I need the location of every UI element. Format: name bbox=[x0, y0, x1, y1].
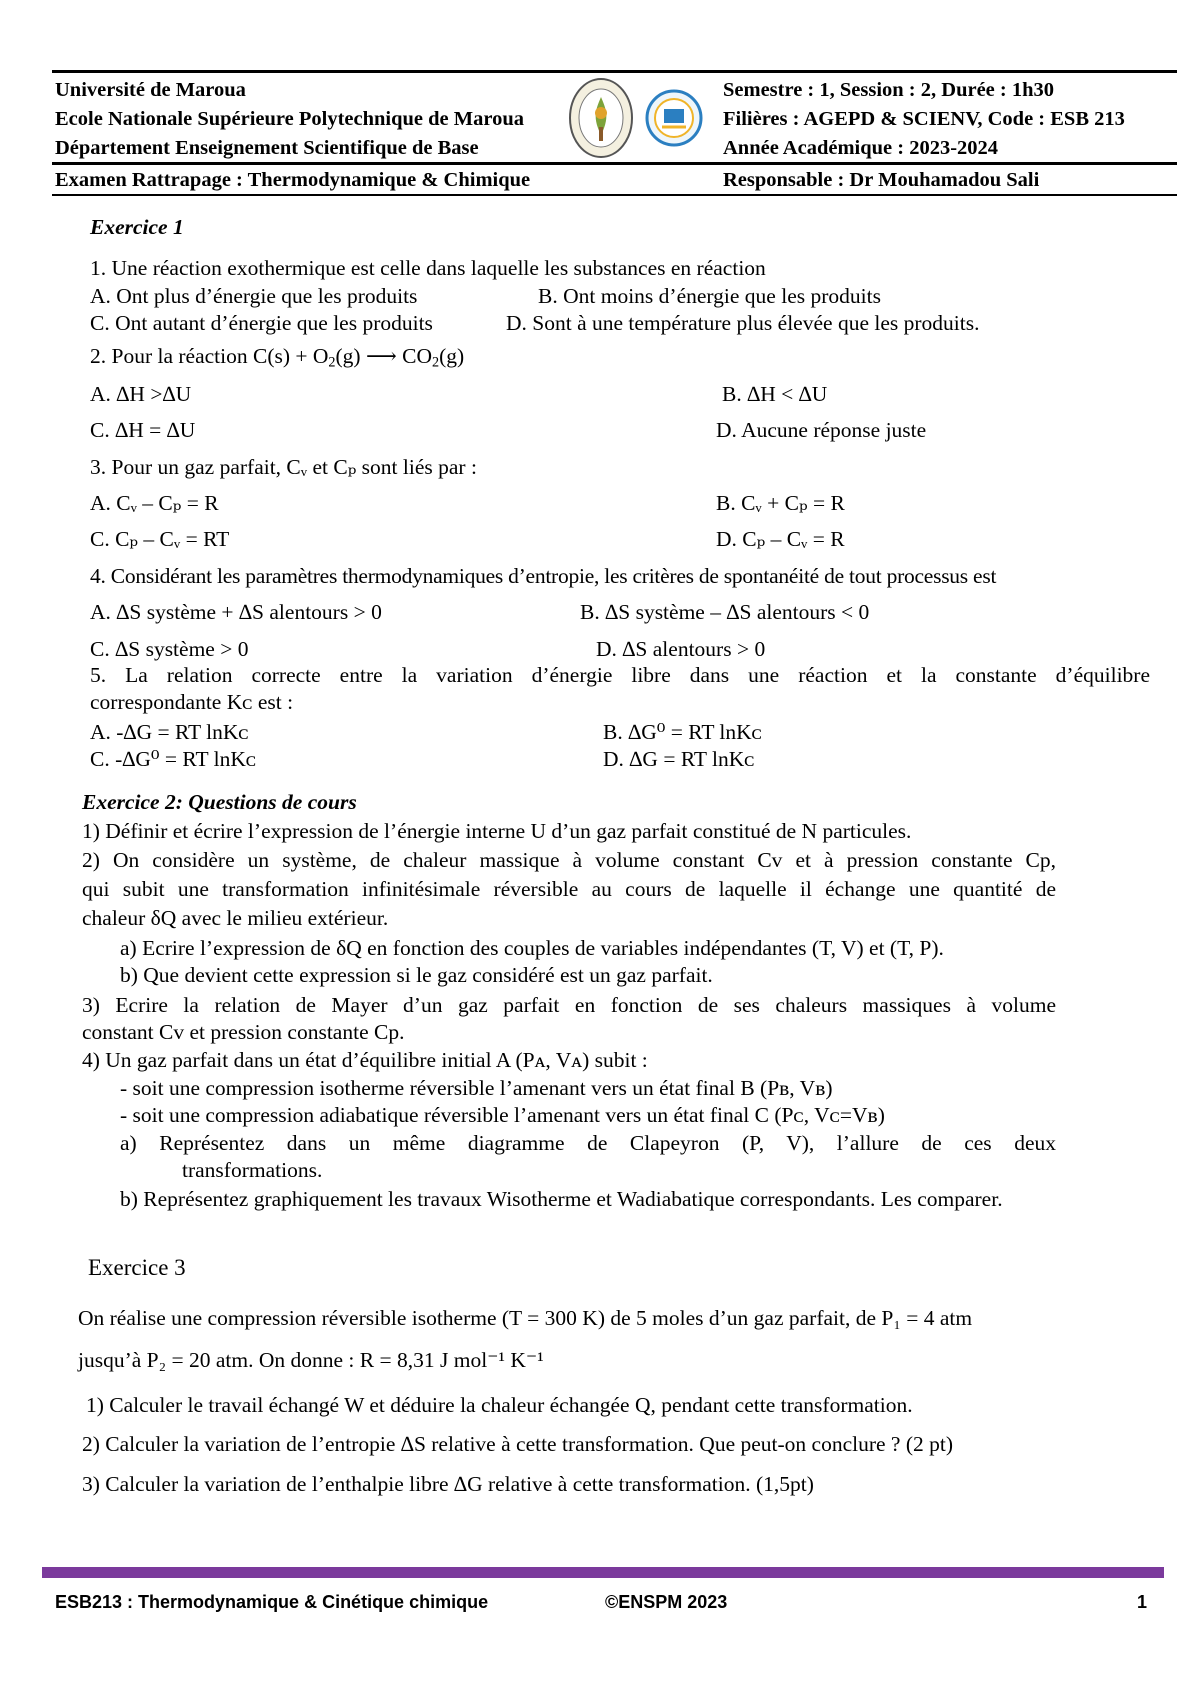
q1-text: 1. Une réaction exothermique est celle dans laquelle les substances en réaction bbox=[90, 256, 766, 280]
q5-option-d: D. ∆G = RT lnKᴄ bbox=[603, 747, 755, 771]
ex3-q1: 1) Calculer le travail échangé W et déduire la chaleur échangée Q, pendant cette transformation. bbox=[86, 1393, 913, 1417]
ex2-q2b: b) Que devient cette expression si le gaz considéré est un gaz parfait. bbox=[120, 963, 713, 987]
ex3-q2: 2) Calculer la variation de l’entropie ∆S relative à cette transformation. Que peut-on conclure ? (2 pt) bbox=[82, 1432, 954, 1456]
q4-option-b: B. ∆S système – ∆S alentours < 0 bbox=[580, 600, 870, 624]
q5-option-a: A. -∆G = RT lnKᴄ bbox=[90, 720, 249, 744]
ex2-q2-line3: chaleur δQ avec le milieu extérieur. bbox=[82, 906, 389, 930]
q5-text-line1: 5. La relation correcte entre la variation d’énergie libre dans une réaction et la constante d’équilibre bbox=[90, 663, 1150, 687]
q3-option-d: D. Cₚ – Cᵥ = R bbox=[716, 527, 845, 551]
ex2-q4b: b) Représentez graphiquement les travaux Wisotherme et Wadiabatique correspondants. Les comparer. bbox=[120, 1187, 1003, 1211]
q3-option-b: B. Cᵥ + Cₚ = R bbox=[716, 491, 845, 515]
q2-option-d: D. Aucune réponse juste bbox=[716, 418, 927, 442]
ex2-q4a-line1: a) Représentez dans un même diagramme de Clapeyron (P, V), l’allure de ces deux bbox=[120, 1131, 1056, 1155]
header-middle-rule bbox=[52, 162, 1177, 165]
q5-option-c: C. -∆G⁰ = RT lnKᴄ bbox=[90, 747, 257, 771]
exercise-2-title: Exercice 2: Questions de cours bbox=[82, 790, 357, 814]
header-bottom-rule bbox=[52, 194, 1177, 196]
q3-option-c: C. Cₚ – Cᵥ = RT bbox=[90, 527, 230, 551]
ex2-q3-line1: 3) Ecrire la relation de Mayer d’un gaz parfait en fonction de ses chaleurs massiques à volume bbox=[82, 993, 1056, 1017]
ex2-q4-case1: - soit une compression isotherme réversible l’amenant vers un état final B (Pʙ, Vʙ) bbox=[120, 1076, 833, 1100]
page-number: 1 bbox=[1137, 1592, 1148, 1612]
university-name: Université de Maroua bbox=[55, 79, 246, 101]
q1-option-d: D. Sont à une température plus élevée que les produits. bbox=[506, 311, 980, 335]
q4-option-c: C. ∆S système > 0 bbox=[90, 637, 249, 661]
programs-code: Filières : AGEPD & SCIENV, Code : ESB 213 bbox=[723, 108, 1125, 130]
department-name: Département Enseignement Scientifique de Base bbox=[55, 137, 479, 159]
q5-text-line2: correspondante Kᴄ est : bbox=[90, 690, 294, 714]
q4-text: 4. Considérant les paramètres thermodynamiques d’entropie, les critères de spontanéité de tout processus est bbox=[90, 564, 997, 588]
header-institution bbox=[55, 76, 524, 163]
q2-option-b: B. ∆H < ∆U bbox=[722, 382, 828, 406]
q4-option-d: D. ∆S alentours > 0 bbox=[596, 637, 766, 661]
semester-session: Semestre : 1, Session : 2, Durée : 1h30 bbox=[723, 79, 1054, 101]
q1-option-b: B. Ont moins d’énergie que les produits bbox=[538, 284, 881, 308]
footer-course: ESB213 : Thermodynamique & Cinétique chimique bbox=[55, 1592, 489, 1612]
q3-option-a: A. Cᵥ – Cₚ = R bbox=[90, 491, 219, 515]
q1-option-a: A. Ont plus d’énergie que les produits bbox=[90, 284, 418, 308]
ex2-q4a-line2: transformations. bbox=[182, 1158, 323, 1182]
exercise-3-title: Exercice 3 bbox=[88, 1255, 186, 1280]
q2-option-a: A. ∆H >∆U bbox=[90, 382, 192, 406]
ex2-q2a: a) Ecrire l’expression de δQ en fonction des couples de variables indépendantes (T, V) et (T, P). bbox=[120, 936, 944, 960]
q2-option-c: C. ∆H = ∆U bbox=[90, 418, 196, 442]
header-top-rule bbox=[52, 70, 1177, 73]
ex3-q3: 3) Calculer la variation de l’enthalpie libre ∆G relative à cette transformation. (1,5pt) bbox=[82, 1472, 814, 1496]
q5-option-b: B. ∆G⁰ = RT lnKᴄ bbox=[603, 720, 762, 744]
ex3-statement-line2: jusqu’à P₂ = 20 atm. On donne : R = 8,31 J mol⁻¹ K⁻¹ bbox=[78, 1348, 544, 1372]
q2-text: 2. Pour la réaction $C(s) + O_2(g)$ ⟶ $CO_2(g)$ bbox=[90, 344, 465, 371]
responsable: Responsable : Dr Mouhamadou Sali bbox=[723, 169, 1040, 191]
q3-text: 3. Pour un gaz parfait, Cᵥ et Cₚ sont liés par : bbox=[90, 455, 477, 479]
enspm-logo bbox=[645, 87, 703, 149]
q1-option-c: C. Ont autant d’énergie que les produits bbox=[90, 311, 433, 335]
footer-copyright: ©ENSPM 2023 bbox=[605, 1592, 728, 1612]
ex2-q3-line2: constant Cv et pression constante Cp. bbox=[82, 1020, 405, 1044]
ex3-statement-line1: On réalise une compression réversible isotherme (T = 300 K) de 5 moles d’un gaz parfait, de P₁ = 4 atm bbox=[78, 1306, 973, 1330]
school-name: Ecole Nationale Supérieure Polytechnique de Maroua bbox=[55, 108, 525, 130]
header-session-info bbox=[723, 76, 1125, 163]
q4-option-a: A. ∆S système + ∆S alentours > 0 bbox=[90, 600, 382, 624]
exercise-1-title: Exercice 1 bbox=[90, 215, 184, 239]
ex2-q4: 4) Un gaz parfait dans un état d’équilibre initial A (Pᴀ, Vᴀ) subit : bbox=[82, 1048, 648, 1072]
academic-year: Année Académique : 2023-2024 bbox=[723, 137, 999, 159]
footer-bar bbox=[42, 1567, 1164, 1578]
ex2-q2-line1: 2) On considère un système, de chaleur massique à volume constant Cv et à pression constante Cp, bbox=[82, 848, 1056, 872]
ex2-q1: 1) Définir et écrire l’expression de l’énergie interne U d’un gaz parfait constitué de N particules. bbox=[82, 819, 912, 843]
exam-title: Examen Rattrapage : Thermodynamique & Chimique bbox=[55, 169, 531, 191]
university-seal-logo bbox=[568, 77, 634, 159]
ex2-q4-case2: - soit une compression adiabatique réversible l’amenant vers un état final C (Pᴄ, Vᴄ=Vʙ) bbox=[120, 1103, 885, 1127]
ex2-q2-line2: qui subit une transformation infinitésimale réversible au cours de laquelle il échange une quantité de bbox=[82, 877, 1056, 901]
